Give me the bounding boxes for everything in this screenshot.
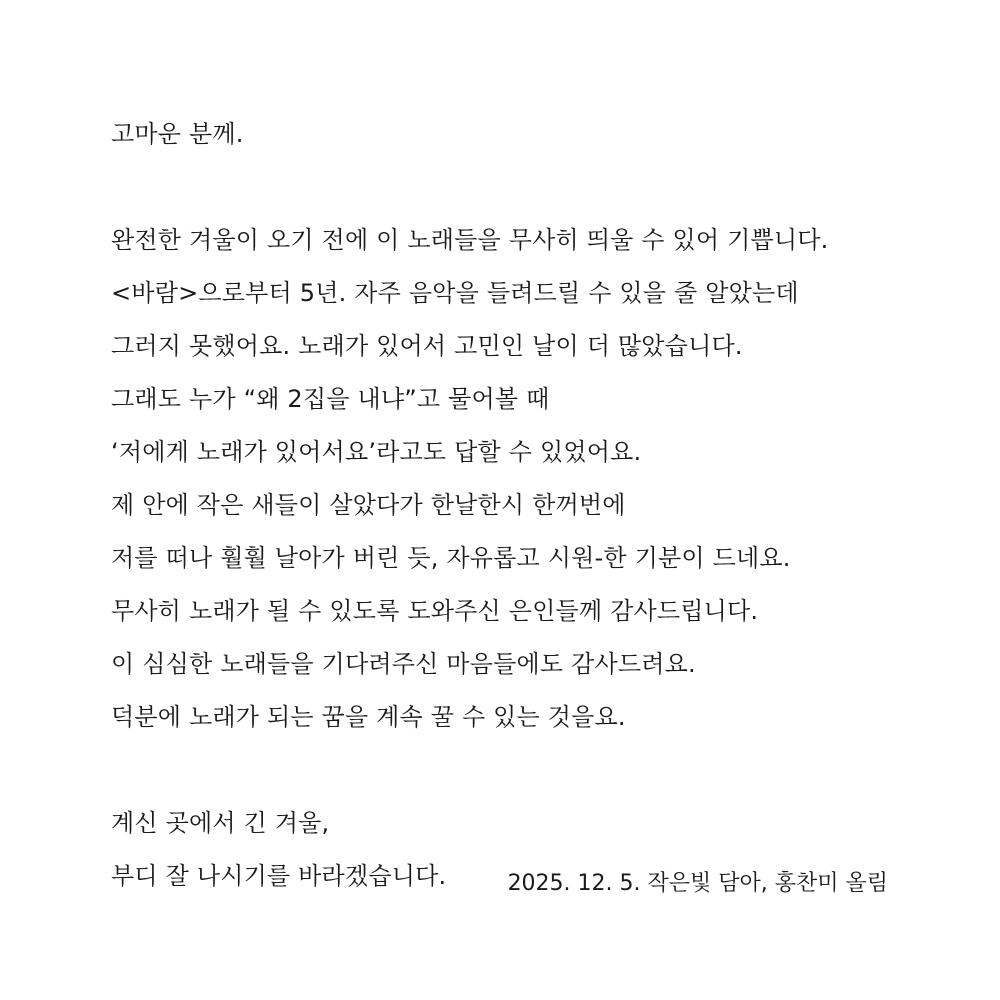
letter-body — [111, 108, 901, 903]
body-line: 무사히 노래가 될 수 있도록 도와주신 은인들께 감사드립니다. — [111, 597, 759, 625]
closing-line: 부디 잘 나시기를 바라겠습니다. — [111, 862, 447, 890]
body-line: 그러지 못했어요. 노래가 있어서 고민인 날이 더 많았습니다. — [111, 332, 743, 360]
body-line: 그래도 누가 “왜 2집을 내냐”고 물어볼 때 — [111, 385, 550, 413]
signature: 2025. 12. 5. 작은빛 담아, 홍찬미 올림 — [507, 871, 888, 896]
body-line: ‘저에게 노래가 있어서요’라고도 답할 수 있었어요. — [111, 438, 642, 466]
body-line: 이 심심한 노래들을 기다려주신 마음들에도 감사드려요. — [111, 650, 696, 678]
salutation: 고마운 분께. — [111, 120, 244, 148]
body-line: 제 안에 작은 새들이 살았다가 한날한시 한꺼번에 — [111, 491, 626, 519]
body-line: 덕분에 노래가 되는 꿈을 계속 꿀 수 있는 것을요. — [111, 703, 626, 731]
body-line: <바람>으로부터 5년. 자주 음악을 들려드릴 수 있을 줄 알았는데 — [111, 279, 799, 307]
closing-line: 계신 곳에서 긴 겨울, — [111, 809, 330, 837]
paragraph-gap — [111, 161, 901, 214]
body-line: 저를 떠나 훨훨 날아가 버린 듯, 자유롭고 시원-한 기분이 드네요. — [111, 544, 791, 572]
body-line: 완전한 겨울이 오기 전에 이 노래들을 무사히 띄울 수 있어 기쁩니다. — [111, 226, 829, 254]
paragraph-gap — [111, 744, 901, 797]
